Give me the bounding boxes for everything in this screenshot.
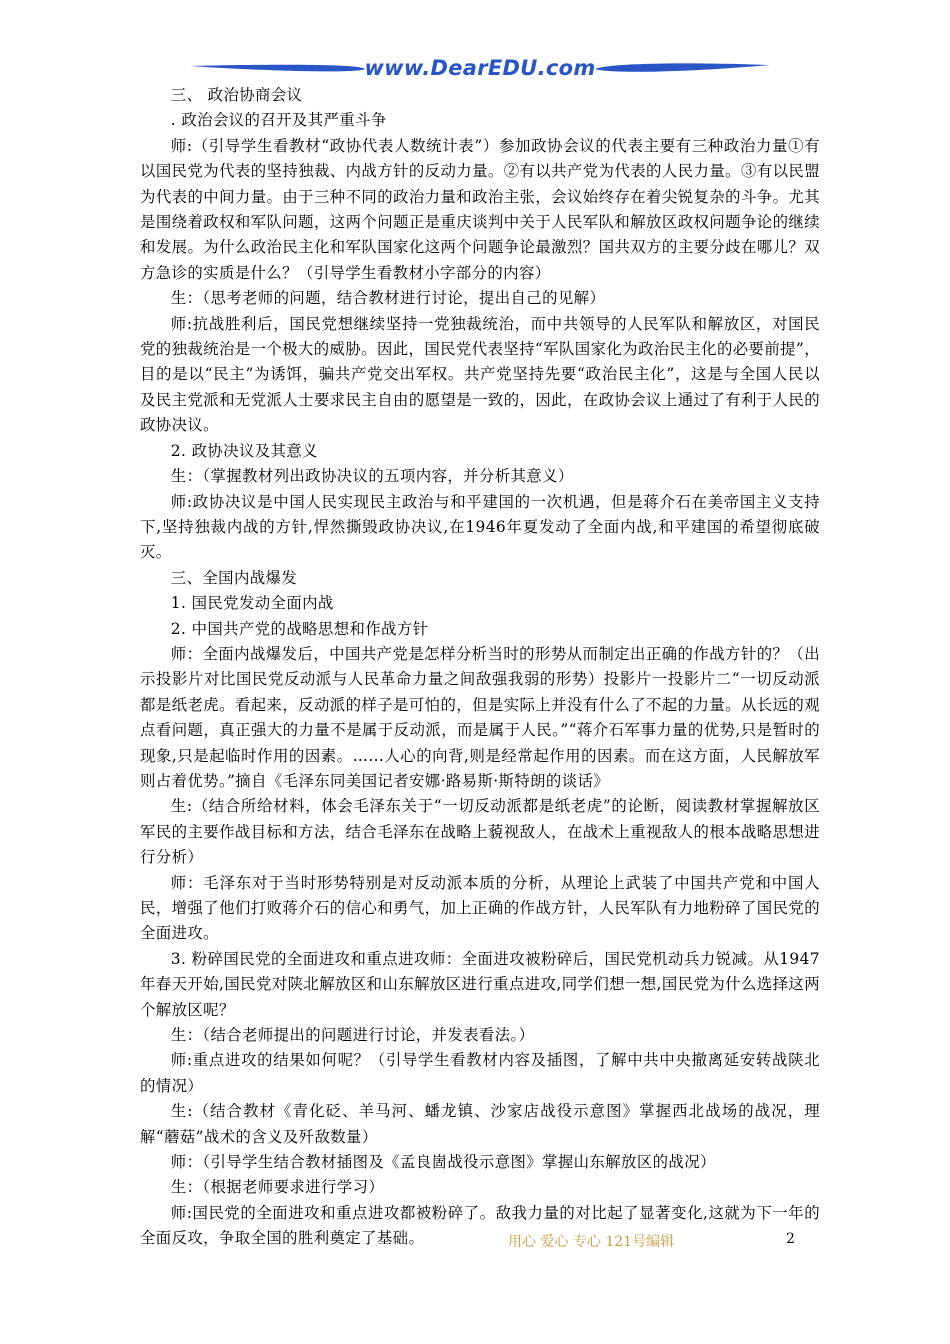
document-body bbox=[140, 83, 820, 1252]
paragraph: 3. 粉碎国民党的全面进攻和重点进攻师：全面进攻被粉碎后，国民党机动兵力锐减。从1947年春天开始,国民党对陕北解放区和山东解放区进行重点进攻,同学们想一想,国民党为什么选择这两个解放区呢？ bbox=[140, 949, 820, 1019]
paragraph: 生：（结合老师提出的问题进行讨论，并发表看法。） bbox=[170, 1026, 535, 1045]
paragraph: 师：全面内战爆发后，中国共产党是怎样分析当时的形势从而制定出正确的作战方针的？（出示投影片对比国民党反动派与人民革命力量之间敌强我弱的形势）投影片一投影片二“一切反动派都是纸老虎。看起来，反动派的样子是可怕的，但是实际上并没有什么了不起的力量。从长远的观点看问题，真正强大的力量不是属于反动派，而是属于人民。”“蒋介石军事力量的优势,只是暂时的现象,只是起临时作用的因素。……人心的向背,则是经常起作用的因素。而在这方面，人民解放军则占着优势。”摘自《毛泽东同美国记者安娜·路易斯·斯特朗的谈话》 bbox=[140, 644, 820, 790]
paragraph: 师:政协决议是中国人民实现民主政治与和平建国的一次机遇，但是蒋介石在美帝国主义支持下,坚持独裁内战的方针,悍然撕毁政协决议,在1946年夏发动了全面内战,和平建国的希望彻底破灭。 bbox=[140, 492, 820, 562]
paragraph: 师:（引导学生看教材“政协代表人数统计表”）参加政协会议的代表主要有三种政治力量①有以国民党为代表的坚持独裁、内战方针的反动力量。②有以共产党为代表的人民力量。③有以民盟为代表的中间力量。由于三种不同的政治力量和政治主张，会议始终存在着尖锐复杂的斗争。尤其是围绕着政权和军队问题，这两个问题正是重庆谈判中关于人民军队和解放区政权问题争论的继续和发展。为什么政治民主化和军队国家化这两个问题争论最激烈？国共双方的主要分歧在哪儿？双方急诊的实质是什么？（引导学生看教材小字部分的内容） bbox=[140, 136, 820, 282]
footer-text: 用心 爱心 专心 121号编辑 bbox=[508, 1234, 675, 1250]
section-heading: 三、 政治协商会议 bbox=[170, 86, 303, 104]
paragraph: 生:（结合教材《青化砭、羊马河、蟠龙镇、沙家店战役示意图》掌握西北战场的战况，理解“蘑菇”战术的含义及歼敌数量） bbox=[140, 1102, 820, 1146]
subheading: 2. 政协决议及其意义 bbox=[170, 441, 318, 460]
paragraph: 生：（掌握教材列出政协决议的五项内容，并分析其意义） bbox=[170, 467, 574, 486]
paragraph: 师:国民党的全面进攻和重点进攻都被粉碎了。敌我力量的对比起了显著变化,这就为下一年的全面反攻，争取全国的胜利奠定了基础。 bbox=[140, 1203, 820, 1248]
section-heading: 三、全国内战爆发 bbox=[170, 568, 298, 587]
paragraph: 师:重点进攻的结果如何呢？（引导学生看教材内容及插图，了解中共中央撤离延安转战陕北的情况） bbox=[140, 1051, 820, 1095]
subheading: . 政治会议的召开及其严重斗争 bbox=[170, 111, 387, 130]
subheading: 1. 国民党发动全面内战 bbox=[170, 594, 334, 613]
paragraph: 生：（根据老师要求进行学习） bbox=[170, 1178, 385, 1197]
page-number: 2 bbox=[786, 1231, 795, 1247]
paragraph: 师:抗战胜利后，国民党想继续坚持一党独裁统治，而中共领导的人民军队和解放区，对国民党的独裁统治是一个极大的威胁。因此，国民党代表坚持“军队国家化为政治民主化的必要前提”，目的是以“民主”为诱饵，骗共产党交出军权。共产党坚持先要“政治民主化”，这是与全国人民以及民主党派和无党派人士要求民主自由的愿望是一致的，因此，在政协会议上通过了有利于人民的政协决议。 bbox=[140, 314, 820, 435]
paragraph: 生:（结合所给材料，体会毛泽东关于“一切反动派都是纸老虎”的论断，阅读教材掌握解放区军民的主要作战目标和方法，结合毛泽东在战略上藐视敌人，在战术上重视敌人的根本战略思想进行分析） bbox=[140, 797, 820, 867]
site-url[interactable]: www.DearEDU.com bbox=[364, 56, 596, 80]
paragraph: 师：毛泽东对于当时形势特别是对反动派本质的分析，从理论上武装了中国共产党和中国人民，增强了他们打败蒋介石的信心和勇气，加上正确的作战方针，人民军队有力地粉碎了国民党的全面进攻。 bbox=[140, 873, 820, 943]
paragraph: 师：（引导学生结合教材插图及《孟良崮战役示意图》掌握山东解放区的战况） bbox=[170, 1153, 716, 1172]
subheading: 2. 中国共产党的战略思想和作战方针 bbox=[170, 619, 429, 638]
paragraph: 生：（思考老师的问题，结合教材进行讨论，提出自己的见解） bbox=[170, 289, 606, 308]
